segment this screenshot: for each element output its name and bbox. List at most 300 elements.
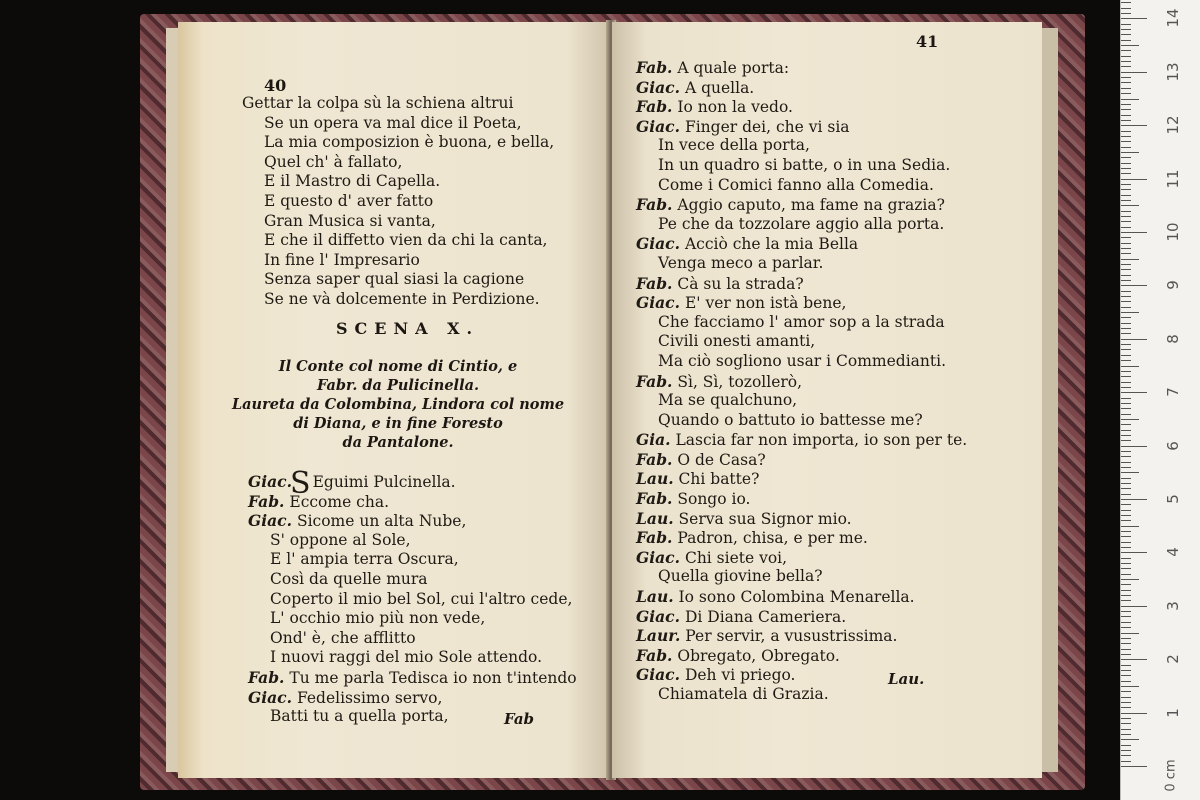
dramatis-line: Fabr. da Pulicinella.: [316, 377, 480, 394]
text-line: [636, 195, 967, 215]
ruler-number: 4: [1164, 547, 1182, 558]
ruler-tick: [1121, 168, 1131, 169]
text-line: [242, 114, 554, 134]
ruler-tick: [1121, 649, 1131, 650]
line-text: Se un opera va mal dice il Poeta,: [264, 113, 522, 132]
line-text: E questo d' aver fatto: [264, 191, 434, 210]
speaker-name: Fab.: [636, 273, 673, 293]
text-line: [242, 133, 554, 153]
ruler-tick: [1121, 424, 1131, 425]
scene-title: SCENA X.: [336, 319, 480, 338]
line-text: I nuovi raggi del mio Sole attendo.: [270, 648, 543, 667]
line-text: La mia composizion è buona, e bella,: [264, 133, 555, 152]
ruler-number: 8: [1164, 334, 1182, 344]
line-text: Come i Comici fanno alla Comedia.: [658, 175, 934, 194]
text-line: [636, 332, 967, 352]
ruler-tick: [1121, 312, 1139, 313]
ruler-tick: [1121, 686, 1139, 687]
ruler-tick: [1121, 109, 1131, 110]
ruler-tick: [1121, 643, 1131, 644]
line-text: Padron, chisa, e per me.: [677, 529, 868, 548]
ruler-tick: [1121, 125, 1147, 126]
ruler-tick: [1121, 542, 1131, 543]
line-text: S' oppone al Sole,: [270, 530, 411, 549]
line-text: Songo io.: [677, 490, 751, 509]
ruler-tick: [1121, 88, 1131, 89]
text-line: [636, 97, 967, 117]
ruler-tick: [1121, 232, 1147, 233]
ruler-tick: [1121, 520, 1131, 521]
ruler-tick: [1121, 713, 1147, 714]
ruler-tick: [1121, 499, 1147, 500]
speaker-name: Gia.: [636, 430, 671, 450]
text-line: [248, 688, 577, 708]
speaker-name: Fab.: [636, 97, 673, 117]
ruler-tick: [1121, 755, 1131, 756]
ruler-number: 6: [1164, 440, 1182, 451]
ruler-tick: [1121, 120, 1131, 121]
ruler-tick: [1121, 280, 1131, 281]
line-text: Così da quelle mura: [270, 569, 428, 588]
drop-cap: S: [290, 466, 311, 501]
ruler-tick: [1121, 403, 1131, 404]
ruler-tick: [1121, 61, 1131, 62]
ruler-tick: [1121, 627, 1131, 628]
speaker-name: Giac.: [636, 293, 681, 313]
ruler-tick: [1121, 387, 1131, 388]
ruler-number: 13: [1164, 62, 1182, 82]
ruler-tick: [1121, 531, 1131, 532]
ruler-tick: [1121, 414, 1131, 415]
ruler-tick: [1121, 115, 1131, 116]
line-text: Cà su la strada?: [677, 274, 804, 293]
line-text: Ma se qualchuno,: [658, 391, 798, 410]
line-text: Acciò che la mia Bella: [684, 235, 859, 254]
ruler-tick: [1121, 211, 1131, 212]
ruler-number: 12: [1164, 115, 1182, 135]
ruler-tick: [1121, 665, 1131, 666]
left-verse-block: [242, 94, 554, 310]
text-line: [248, 648, 577, 668]
ruler-tick: [1121, 568, 1131, 569]
ruler-tick: [1121, 237, 1131, 238]
ruler-tick: [1121, 99, 1139, 100]
ruler-tick: [1121, 349, 1131, 350]
text-line: [636, 313, 967, 333]
line-text: Se ne và dolcemente in Perdizione.: [264, 289, 540, 308]
dramatis-line: da Pantalone.: [342, 434, 454, 451]
ruler-tick: [1121, 248, 1131, 249]
ruler-tick: [1121, 355, 1131, 356]
ruler-tick: [1121, 579, 1139, 580]
ruler-tick: [1121, 654, 1131, 655]
ruler-tick: [1121, 163, 1131, 164]
ruler-tick: [1121, 611, 1131, 612]
text-line: [248, 570, 577, 590]
text-line: [242, 94, 554, 114]
ruler-tick: [1121, 56, 1131, 57]
speaker-name: Laur.: [636, 626, 681, 646]
ruler-number: 14: [1164, 8, 1182, 28]
speaker-name: Lau.: [636, 587, 674, 607]
text-line: [248, 668, 577, 688]
line-text: Finger dei, che vi sia: [684, 117, 850, 136]
ruler-tick: [1121, 371, 1131, 372]
line-text: In un quadro si batte, o in una Sedia.: [658, 155, 951, 174]
ruler-tick: [1121, 227, 1131, 228]
ruler-number: 3: [1164, 601, 1182, 611]
ruler-tick: [1121, 264, 1131, 265]
speaker-name: Giac.: [636, 116, 681, 136]
text-line: [242, 192, 554, 212]
ruler-tick: [1121, 526, 1139, 527]
line-text: O de Casa?: [677, 450, 766, 469]
ruler-tick: [1121, 563, 1131, 564]
ruler-tick: [1121, 472, 1139, 473]
ruler-number: 2: [1164, 654, 1182, 664]
text-line: [636, 430, 967, 450]
line-text: Chi batte?: [678, 470, 760, 489]
dialogue-text: Eguimi Pulcinella.: [312, 473, 456, 491]
ruler-tick: [1121, 307, 1131, 308]
line-text: Ma ciò sogliono usar i Commedianti.: [658, 351, 947, 370]
ruler-tick: [1121, 243, 1131, 244]
ruler-tick: [1121, 697, 1131, 698]
speaker-name: Lau.: [636, 469, 674, 489]
ruler-tick: [1121, 584, 1131, 585]
text-line: [636, 528, 967, 548]
ruler-tick: [1121, 745, 1131, 746]
line-text: Pe che da tozzolare aggio alla porta.: [658, 214, 945, 233]
ruler-tick: [1121, 29, 1131, 30]
ruler-tick: [1121, 50, 1131, 51]
ruler-tick: [1121, 456, 1131, 457]
ruler-tick: [1121, 382, 1131, 383]
ruler-tick: [1121, 723, 1131, 724]
ruler-tick: [1121, 483, 1131, 484]
ruler-tick: [1121, 200, 1131, 201]
right-dialogue-block: [636, 58, 967, 705]
ruler-tick: [1121, 376, 1131, 377]
text-line: [636, 78, 967, 98]
text-line: [636, 234, 967, 254]
text-line: [242, 270, 554, 290]
ruler-tick: [1121, 344, 1131, 345]
ruler-tick: [1121, 675, 1131, 676]
ruler-tick: [1121, 82, 1131, 83]
ruler-tick: [1121, 510, 1131, 511]
ruler-tick: [1121, 702, 1131, 703]
ruler-tick: [1121, 259, 1139, 260]
ruler-tick: [1121, 253, 1131, 254]
text-line: [636, 293, 967, 313]
ruler-tick: [1121, 328, 1131, 329]
line-text: Eccome cha.: [289, 492, 390, 511]
speaker-name: Giac.: [636, 665, 681, 685]
ruler-tick: [1121, 360, 1131, 361]
ruler-tick: [1121, 24, 1131, 25]
line-text: Quel ch' à fallato,: [264, 152, 403, 171]
speaker-name: Lau.: [636, 508, 674, 528]
ruler-tick: [1121, 766, 1147, 767]
line-text: A quale porta:: [677, 59, 790, 77]
text-line: [636, 411, 967, 431]
ruler-tick: [1121, 173, 1131, 174]
line-text: In vece della porta,: [658, 136, 810, 155]
speaker-name: Giac.: [636, 547, 681, 567]
line-text: L' occhio mio più non vede,: [270, 609, 486, 628]
text-line: [248, 629, 577, 649]
right-page-edges: [1040, 28, 1058, 772]
line-text: A quella.: [684, 78, 755, 97]
ruler-tick: [1121, 195, 1131, 196]
ruler-tick: [1121, 600, 1131, 601]
line-text: Di Diana Cameriera.: [684, 607, 847, 626]
speaker-name: Giac.: [248, 687, 293, 707]
ruler-tick: [1121, 136, 1131, 137]
ruler-number: 9: [1164, 280, 1182, 291]
ruler-tick: [1121, 734, 1131, 735]
text-line: [242, 153, 554, 173]
ruler-tick: [1121, 45, 1139, 46]
line-text: Batti tu a quella porta,: [270, 707, 449, 726]
text-line: [636, 117, 967, 137]
ruler-tick: [1121, 633, 1139, 634]
ruler-tick: [1121, 462, 1131, 463]
catchword-left: Fab: [504, 710, 535, 728]
speaker-name: Giac.: [636, 77, 681, 97]
ruler-tick: [1121, 339, 1147, 340]
left-dialogue-block: [248, 466, 577, 727]
text-line: [248, 531, 577, 551]
text-line: [636, 646, 967, 666]
ruler-tick: [1121, 2, 1131, 3]
line-text: Ond' è, che afflitto: [270, 628, 416, 647]
text-line: [636, 156, 967, 176]
ruler-number: 5: [1164, 494, 1182, 504]
line-text: Sicome un alta Nube,: [296, 512, 467, 531]
line-text: Coperto il mio bel Sol, cui l'altro cede,: [270, 589, 573, 608]
ruler-tick: [1121, 104, 1131, 105]
line-text: E il Mastro di Capella.: [264, 172, 441, 191]
speaker-name: Giac.: [248, 511, 293, 531]
text-line: [636, 372, 967, 392]
text-line: [242, 231, 554, 251]
ruler-tick: [1121, 141, 1131, 142]
right-page: [612, 22, 1042, 778]
text-line: [636, 176, 967, 196]
ruler-tick: [1121, 392, 1147, 393]
ruler-tick: [1121, 296, 1131, 297]
ruler-tick: [1121, 494, 1131, 495]
left-page: [178, 22, 610, 778]
text-line: [636, 352, 967, 372]
speaker-name: Fab.: [636, 489, 673, 509]
text-line: [248, 511, 577, 531]
ruler-tick: [1121, 408, 1131, 409]
ruler-tick: [1121, 419, 1139, 420]
ruler-tick: [1121, 269, 1131, 270]
line-text: In fine l' Impresario: [264, 250, 420, 269]
ruler-tick: [1121, 157, 1131, 158]
line-text: Io non la vedo.: [677, 98, 793, 117]
ruler-tick: [1121, 398, 1131, 399]
speaker-name: Fab.: [636, 449, 673, 469]
line-text: E che il diffetto vien da chi la canta,: [264, 231, 548, 250]
line-text: Per servir, a vusustrissima.: [685, 627, 898, 646]
text-line: [636, 469, 967, 489]
ruler-tick: [1121, 515, 1131, 516]
text-line: [636, 607, 967, 627]
line-text: Civili onesti amanti,: [658, 332, 816, 351]
ruler-tick: [1121, 40, 1131, 41]
text-line: [636, 626, 967, 646]
text-line: [636, 391, 967, 411]
text-line: [636, 136, 967, 156]
ruler-tick: [1121, 317, 1131, 318]
ruler-tick: [1121, 606, 1147, 607]
line-text: Aggio caputo, ma fame na grazia?: [677, 196, 945, 215]
line-text: Che facciamo l' amor sop a la strada: [658, 312, 945, 331]
line-text: Tu me parla Tedisca io non t'intendo: [289, 668, 577, 687]
ruler-tick: [1121, 440, 1131, 441]
text-line: [242, 212, 554, 232]
ruler-tick: [1121, 574, 1131, 575]
ruler-tick: [1121, 691, 1131, 692]
ruler-tick: [1121, 729, 1131, 730]
text-line: [636, 489, 967, 509]
ruler-tick: [1121, 430, 1131, 431]
ruler-tick: [1121, 451, 1131, 452]
speaker-name: Fab.: [248, 491, 285, 511]
ruler-tick: [1121, 707, 1131, 708]
line-text: Quella giovine bella?: [658, 567, 823, 586]
text-line: [636, 450, 967, 470]
speaker-name: Giac.: [636, 234, 681, 254]
ruler-tick: [1121, 216, 1131, 217]
ruler-tick: [1121, 616, 1131, 617]
ruler-tick: [1121, 72, 1147, 73]
catchword-right: Lau.: [888, 670, 925, 688]
ruler-tick: [1121, 552, 1147, 553]
speaker-name: Fab.: [636, 371, 673, 391]
text-line: [636, 587, 967, 607]
speaker-name: Fab.: [636, 58, 673, 77]
ruler-tick: [1121, 718, 1131, 719]
ruler-tick: [1121, 275, 1131, 276]
text-line: [636, 274, 967, 294]
ruler-unit-label: 0 cm: [1163, 759, 1179, 792]
ruler-tick: [1121, 179, 1147, 180]
ruler-tick: [1121, 13, 1131, 14]
ruler-tick: [1121, 147, 1131, 148]
ruler-number: 10: [1164, 222, 1182, 242]
ruler-number: 1: [1164, 707, 1182, 718]
text-line: [636, 567, 967, 587]
ruler-tick: [1121, 285, 1147, 286]
speaker-name: Fab.: [636, 645, 673, 665]
speaker-name: Fab.: [636, 528, 673, 548]
speaker-name: Giac.: [636, 606, 681, 626]
text-line: [636, 215, 967, 235]
ruler-tick: [1121, 446, 1147, 447]
line-text: Sì, Sì, tozollerò,: [677, 372, 803, 391]
ruler-tick: [1121, 291, 1131, 292]
page-number-left: 40: [264, 76, 287, 95]
ruler-tick: [1121, 366, 1139, 367]
ruler-tick: [1121, 761, 1131, 762]
ruler-tick: [1121, 93, 1131, 94]
line-text: Serva sua Signor mio.: [678, 509, 852, 528]
line-text: Deh vi priego.: [684, 666, 796, 685]
line-text: Gettar la colpa sù la schiena altrui: [242, 94, 514, 112]
ruler-tick: [1121, 478, 1131, 479]
ruler-tick: [1121, 205, 1139, 206]
ruler-tick: [1121, 670, 1131, 671]
ruler-tick: [1121, 189, 1131, 190]
dramatis-line: Laureta da Colombina, Lindora col nome: [231, 396, 565, 413]
speaker-name: Fab.: [248, 667, 285, 687]
line-text: Chi siete voi,: [684, 548, 788, 567]
line-text: Gran Musica si vanta,: [264, 211, 436, 230]
ruler-tick: [1121, 435, 1131, 436]
ruler-tick: [1121, 590, 1131, 591]
text-line: [636, 548, 967, 568]
ruler-tick: [1121, 301, 1131, 302]
ruler-tick: [1121, 638, 1131, 639]
dramatis-line: Il Conte col nome di Cintio, e: [278, 358, 518, 375]
line-text: Lascia far non importa, io son per te.: [675, 431, 968, 450]
text-line: [248, 609, 577, 629]
ruler-tick: [1121, 467, 1131, 468]
line-text: Senza saper qual siasi la cagione: [264, 270, 525, 289]
measurement-ruler: [1120, 0, 1200, 800]
ruler-tick: [1121, 558, 1131, 559]
ruler-number: 11: [1164, 169, 1182, 189]
ruler-tick: [1121, 681, 1131, 682]
line-text: E l' ampia terra Oscura,: [270, 550, 459, 569]
page-number-right: 41: [916, 32, 939, 51]
ruler-tick: [1121, 750, 1131, 751]
line-text: E' ver non istà bene,: [684, 294, 847, 313]
ruler-tick: [1121, 18, 1147, 19]
ruler-tick: [1121, 659, 1147, 660]
ruler-tick: [1121, 221, 1131, 222]
ruler-tick: [1121, 34, 1131, 35]
text-line: [242, 251, 554, 271]
ruler-tick: [1121, 333, 1131, 334]
text-line: [242, 172, 554, 192]
line-text: Io sono Colombina Menarella.: [678, 588, 915, 607]
text-line: [248, 590, 577, 610]
ruler-tick: [1121, 488, 1131, 489]
speaker-name: Fab.: [636, 195, 673, 215]
dramatis-line: di Diana, e in fine Foresto: [293, 415, 503, 432]
speaker-name: Giac.: [248, 472, 293, 491]
line-text: Venga meco a parlar.: [658, 253, 824, 272]
line-text: Fedelissimo servo,: [296, 688, 443, 707]
ruler-tick: [1121, 622, 1131, 623]
ruler-tick: [1121, 8, 1131, 9]
ruler-tick: [1121, 131, 1131, 132]
line-text: Obregato, Obregato.: [677, 646, 840, 665]
ruler-tick: [1121, 504, 1131, 505]
ruler-tick: [1121, 66, 1131, 67]
ruler-tick: [1121, 739, 1139, 740]
ruler-tick: [1121, 536, 1131, 537]
line-text: Chiamatela di Grazia.: [658, 685, 829, 703]
dramatis-personae: [218, 357, 578, 452]
